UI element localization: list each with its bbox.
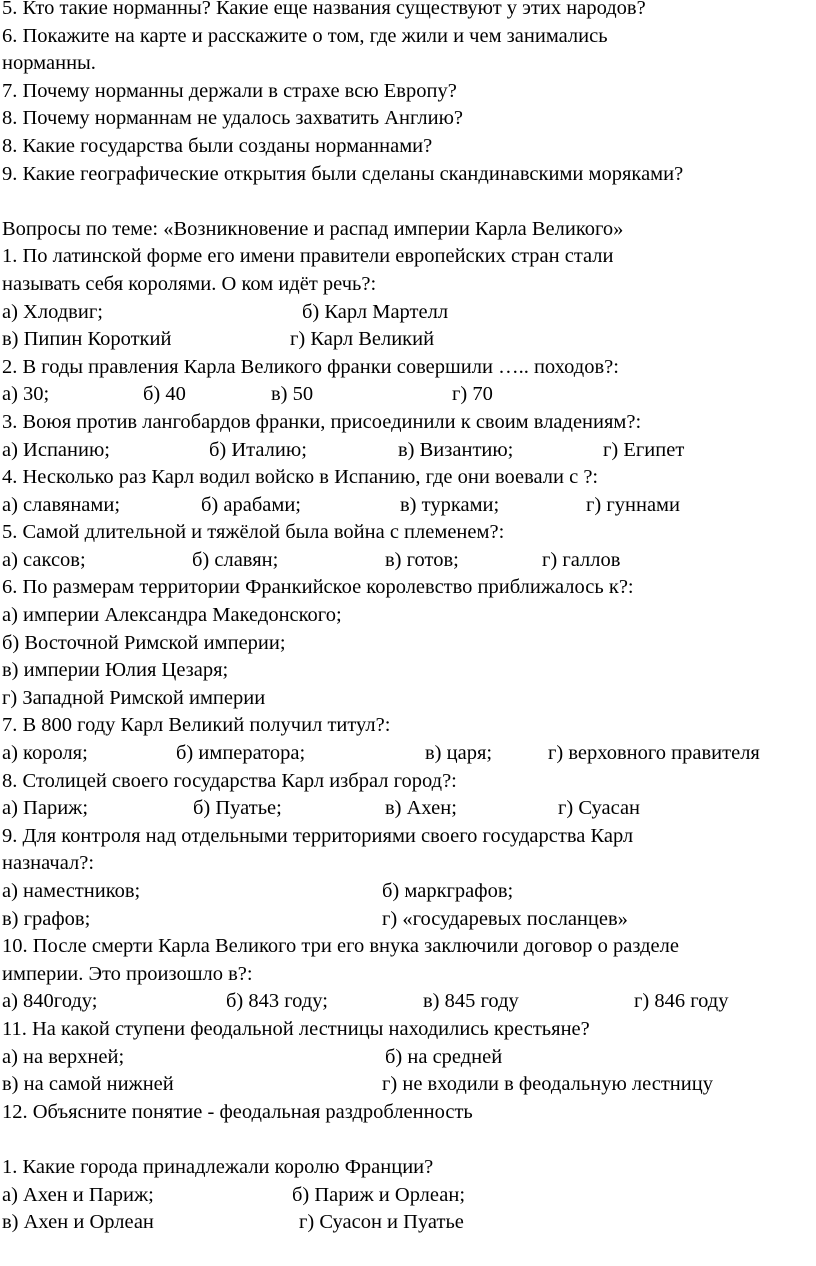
answer-option: в) 845 году (423, 990, 519, 1013)
answer-option: г) «государевых посланцев» (382, 907, 628, 930)
answer-option: б) Италию; (209, 438, 307, 461)
answer-row (0, 299, 816, 327)
answer-row (0, 1044, 816, 1072)
question-text: 1. Какие города принадлежали королю Франции? (2, 1155, 434, 1178)
answer-option: г) Суасон и Пуатье (299, 1211, 464, 1234)
answer-option: б) императора; (176, 742, 306, 765)
answer-option: в) Ахен; (385, 797, 457, 820)
answer-option: б) Пуатье; (193, 797, 282, 820)
answer-option: в) царя; (425, 742, 493, 765)
answer-option: в) 50 (271, 383, 314, 406)
answer-option: б) Карл Мартелл (302, 300, 449, 323)
answer-option: б) на средней (385, 1045, 503, 1068)
answer-option: а) 30; (2, 383, 50, 406)
answer-option: а) Хлодвиг; (2, 300, 103, 323)
answer-row (0, 1209, 816, 1237)
answer-row (0, 492, 816, 520)
answer-option: г) Суасан (558, 797, 641, 820)
answer-row (0, 326, 816, 354)
answer-option: в) империи Юлия Цезаря; (2, 659, 229, 682)
answer-option: а) Париж; (2, 797, 89, 820)
question-text: 2. В годы правления Карла Великого франки совершили ….. походов?: (2, 355, 619, 378)
answer-option: в) готов; (385, 548, 459, 571)
question-text: 8. Столицей своего государства Карл избрал город?: (2, 769, 457, 792)
answer-option: г) галлов (542, 548, 621, 571)
answer-row (0, 547, 816, 575)
answer-row (0, 381, 816, 409)
answer-option: б) 843 году; (226, 990, 328, 1013)
question-text: 1. По латинской форме его имени правители европейских стран стали (2, 245, 614, 268)
blank-line (0, 188, 816, 216)
answer-option: а) на верхней; (2, 1045, 125, 1068)
blank-line (0, 1126, 816, 1154)
question-text: 4. Несколько раз Карл водил войско в Испанию, где они воевали с ?: (2, 466, 599, 489)
answer-option: г) Карл Великий (290, 328, 435, 351)
answer-row (0, 1182, 816, 1210)
answer-row (0, 906, 816, 934)
answer-row (0, 878, 816, 906)
question-text: 12. Объясните понятие - феодальная раздробленность (2, 1100, 473, 1123)
question-line: 5. Кто такие норманны? Какие еще названия существуют у этих народов? (2, 0, 646, 19)
question-text: 7. В 800 году Карл Великий получил титул?: (2, 714, 391, 737)
question-text: 3. Воюя против лангобардов франки, присоединили к своим владениям?: (2, 410, 642, 433)
answer-option: г) гуннами (586, 493, 681, 516)
answer-option: г) 70 (452, 383, 493, 406)
answer-option: б) 40 (143, 383, 186, 406)
answer-option: в) графов; (2, 907, 91, 930)
question-text: 5. Самой длительной и тяжёлой была война с племенем?: (2, 521, 505, 544)
answer-option: б) арабами; (201, 493, 301, 516)
answer-option: б) маркграфов; (382, 880, 514, 902)
answer-option: в) Ахен и Орлеан (2, 1211, 154, 1234)
answer-option: г) Египет (603, 438, 685, 461)
question-text: 11. На какой ступени феодальной лестницы находились крестьяне? (2, 1017, 590, 1040)
answer-option: а) наместников; (2, 880, 141, 902)
answer-option: в) Византию; (398, 438, 514, 461)
question-text: назначал?: (2, 852, 95, 875)
question-line: 9. Какие географические открытия были сделаны скандинавскими моряками? (2, 162, 684, 185)
answer-option: а) империи Александра Македонского; (2, 604, 342, 627)
answer-option: а) 840году; (2, 990, 98, 1013)
answer-option: а) Испанию; (2, 438, 110, 461)
answer-row (0, 740, 816, 768)
answer-option: г) не входили в феодальную лестницу (382, 1073, 713, 1096)
question-text: империи. Это произошло в?: (2, 962, 253, 985)
question-text: называть себя королями. О ком идёт речь?: (2, 272, 377, 295)
question-line: 7. Почему норманны держали в страхе всю Европу? (2, 79, 457, 102)
question-text: 10. После смерти Карла Великого три его внука заключили договор о разделе (2, 935, 679, 958)
answer-option: б) Париж и Орлеан; (292, 1183, 466, 1206)
answer-option: а) Ахен и Париж; (2, 1183, 154, 1206)
answer-row (0, 1071, 816, 1099)
section-title: Вопросы по теме: «Возникновение и распад империи Карла Великого» (2, 217, 624, 240)
answer-option: а) славянами; (2, 493, 121, 516)
answer-row (0, 988, 816, 1016)
answer-option: в) Пипин Короткий (2, 328, 172, 351)
question-line: 8. Какие государства были созданы норманнами? (2, 134, 433, 157)
answer-option: г) верховного правителя (548, 742, 760, 765)
answer-option: а) короля; (2, 742, 88, 765)
answer-option: а) саксов; (2, 548, 86, 571)
answer-row (0, 437, 816, 465)
answer-option: б) славян; (192, 548, 279, 571)
answer-option: в) турками; (400, 493, 500, 516)
answer-option: б) Восточной Римской империи; (2, 631, 286, 654)
answer-option: г) 846 году (634, 990, 729, 1013)
question-text: 9. Для контроля над отдельными территориями своего государства Карл (2, 824, 634, 847)
answer-option: в) на самой нижней (2, 1073, 174, 1096)
question-text: 6. По размерам территории Франкийское королевство приближалось к?: (2, 576, 634, 599)
question-line: 8. Почему норманнам не удалось захватить Англию? (2, 107, 463, 130)
answer-option: г) Западной Римской империи (2, 686, 266, 709)
question-line: норманны. (2, 52, 96, 75)
answer-row (0, 795, 816, 823)
question-line: 6. Покажите на карте и расскажите о том, где жили и чем занимались (2, 24, 608, 47)
